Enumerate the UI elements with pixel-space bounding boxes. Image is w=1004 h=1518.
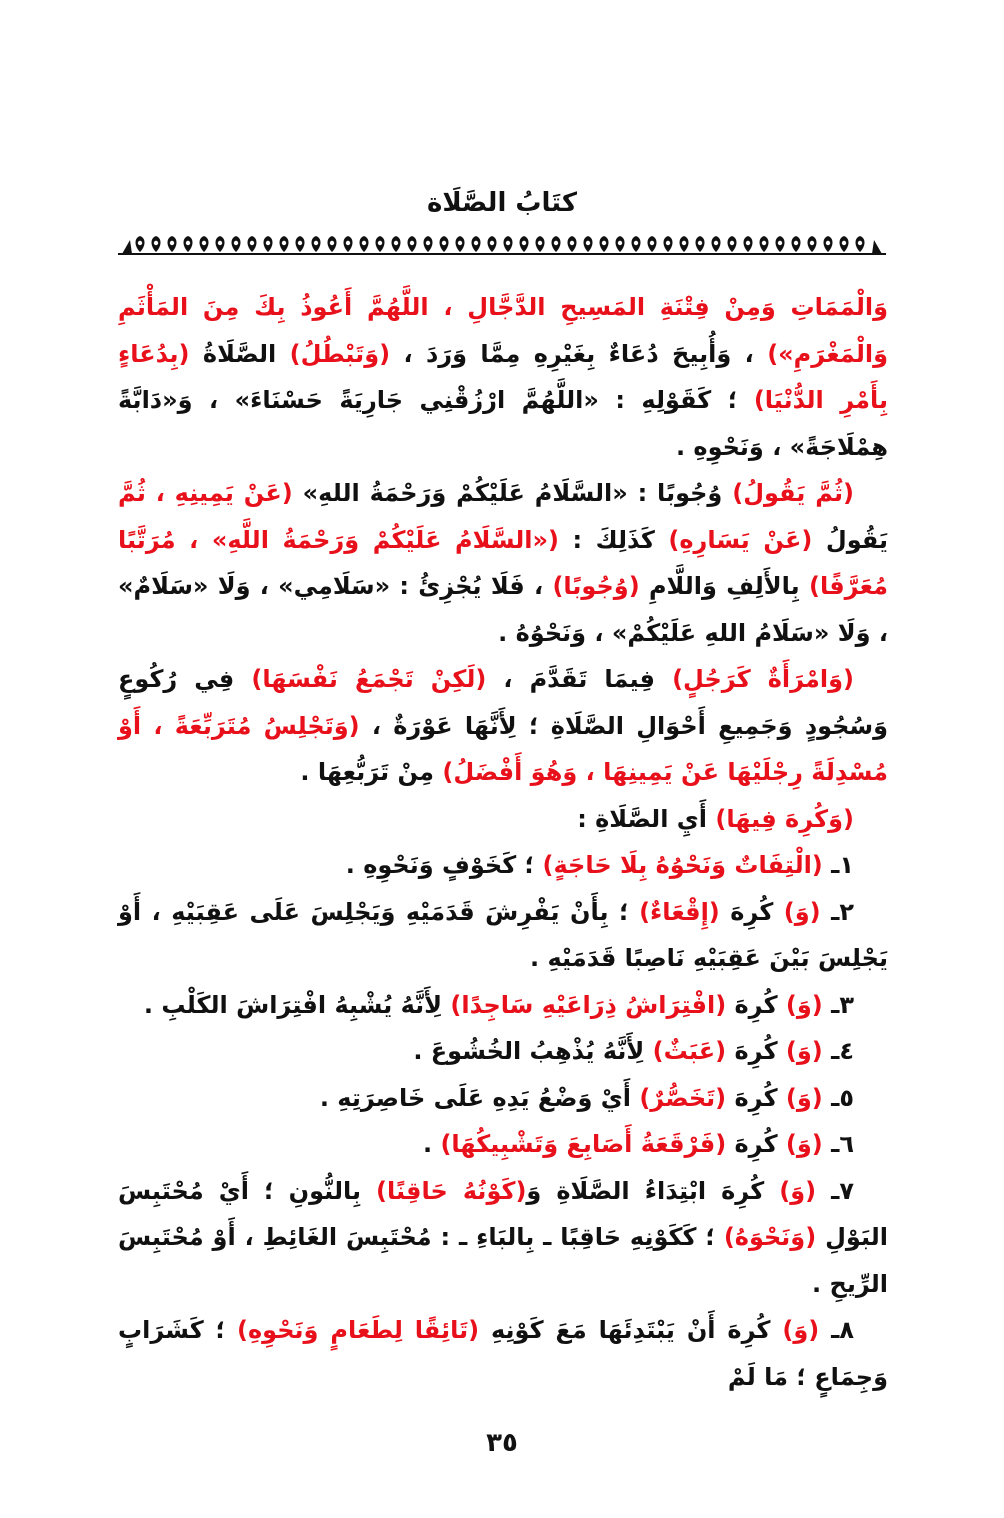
paragraph [118, 796, 888, 843]
sharh-text: ؛ كَقَوْلِهِ : «اللَّهُمَّ ارْزُقْنِي جَارِيَةً حَسْنَاءَ» ، وَ«دَابَّةً هِمْلَاجَةً» ، وَنَحْوِهِ . [118, 386, 888, 461]
paragraph [118, 470, 888, 656]
ornament-dot [538, 241, 542, 245]
sharh-text: لِأَنَّهُ يُشْبِهُ افْتِرَاشَ الكَلْبِ . [143, 990, 451, 1019]
paragraph [118, 1121, 888, 1168]
ornament-dot [634, 241, 638, 245]
matn-text: (فَرْقَعَةُ أَصَابِعَ وَتَشْبِيكُهَا) [440, 1130, 727, 1158]
paragraph [118, 1075, 888, 1122]
ornament-dot [730, 241, 734, 245]
sharh-text: كُرِهَ [726, 1037, 786, 1065]
ornament-dot [330, 241, 334, 245]
matn-text: (وَ) [783, 897, 821, 926]
sharh-text: لِأَنَّهُ يُذْهِبُ الخُشُوعَ . [413, 1037, 653, 1065]
matn-text: (ثُمَّ يَقُولُ) [732, 479, 855, 507]
sharh-text: مِنْ تَرَبُّعِهَا . [300, 758, 443, 786]
ornament-dot [458, 241, 462, 245]
paragraph [118, 982, 888, 1029]
sharh-text: ؛ بِأَنْ يَفْرِشَ قَدَمَيْهِ وَيَجْلِسَ عَلَى عَقِبَيْهِ ، أَوْ يَجْلِسَ بَيْنَ عَقِبَيْهِ نَاصِبًا قَدَمَيْهِ . [118, 897, 888, 972]
ornament-dot [202, 241, 206, 245]
sharh-text: ؛ كَكَوْنِهِ حَاقِبًا ـ بِالبَاءِ ـ : مُحْتَبِسَ الغَائِطِ ، أَوْ مُحْتَبِسَ الرِّيحِ . [118, 1223, 888, 1298]
ornament-dot [362, 241, 366, 245]
sharh-text: ، وَأُبِيحَ دُعَاءٌ بِغَيْرِهِ مِمَّا وَرَدَ ، [390, 339, 768, 368]
matn-text: (تَخَصُّرٌ) [639, 1083, 727, 1112]
matn-text: وَالْمَمَاتِ وَمِنْ فِتْنَةِ المَسِيحِ الدَّجَّالِ ، اللَّهُمَّ أَعُوذُ بِكَ مِنَ المَأْثَمِ وَالْمَغْرَمِ») [118, 293, 888, 368]
paragraph [118, 1028, 888, 1075]
ornament-divider [118, 232, 886, 258]
sharh-text: ؛ كَشَرَابٍ وَجِمَاعٍ ؛ مَا لَمْ [118, 1316, 888, 1391]
ornament-dot [714, 241, 718, 245]
matn-text: (وَتَجْلِسُ مُتَرَبِّعَةً ، أَوْ مُسْدِلَةً رِجْلَيْهَا عَنْ يَمِينِهَا ، وَهُوَ أَفْضَلُ) [118, 711, 888, 786]
sharh-text: بِالأَلِفِ وَاللَّامِ [639, 572, 809, 600]
sharh-text: أَيِ الصَّلَاةِ : [577, 804, 716, 833]
matn-text: (وَكُرِهَ فِيهَا) [715, 804, 854, 833]
matn-text: (وَ) [785, 1037, 823, 1065]
sharh-text: ٧ـ [816, 1176, 854, 1205]
ornament-dot [762, 241, 766, 245]
sharh-text: فِي رُكُوعٍ وَسُجُودٍ وَجَمِيعِ أَحْوَالِ الصَّلَاةِ ؛ لِأَنَّهَا عَوْرَةٌ ، [118, 665, 888, 740]
ornament-dot [650, 241, 654, 245]
ornament-dot [490, 241, 494, 245]
ornament-dot [602, 241, 606, 245]
ornament-dot [842, 241, 846, 245]
ornament-dot [394, 241, 398, 245]
ornament-dot [154, 241, 158, 245]
ornament-dot [474, 241, 478, 245]
ornament-dot [170, 241, 174, 245]
ornament-end-cap [122, 240, 132, 254]
sharh-text: كُرِهَ [726, 1130, 786, 1158]
sharh-text: ٦ـ [822, 1130, 854, 1158]
matn-text: (وَ) [782, 1316, 820, 1344]
matn-text: (وَ) [785, 990, 823, 1019]
sharh-text: ٨ـ [819, 1316, 855, 1344]
ornament-dot [506, 241, 510, 245]
ornament-dot [442, 241, 446, 245]
sharh-text: كُرِهَ [726, 1083, 786, 1112]
ornament-dot [794, 241, 798, 245]
ornament-dot [858, 241, 862, 245]
paragraph [118, 656, 888, 796]
sharh-text: أَيْ وَضْعُ يَدِهِ عَلَى خَاصِرَتِهِ . [319, 1083, 640, 1112]
sharh-text: كُرِهَ أَنْ يَبْتَدِئَهَا مَعَ كَوْنِهِ [479, 1316, 783, 1344]
ornament-dot [426, 241, 430, 245]
sharh-text: كَذَلِكَ : [558, 525, 669, 554]
sharh-text: كُرِهَ [726, 990, 786, 1019]
matn-text: (وَامْرَأَةٌ كَرَجُلٍ) [672, 665, 855, 693]
matn-text: («السَّلَامُ عَلَيْكُمْ وَرَحْمَةُ اللَّهِ» ، مُرَتَّبًا مُعَرَّفًا) [118, 525, 889, 600]
ornament-dot [378, 241, 382, 245]
paragraph [118, 284, 888, 470]
sharh-text: ٣ـ [822, 990, 854, 1019]
ornament-dot [522, 241, 526, 245]
ornament-dot [698, 241, 702, 245]
ornament-dot [666, 241, 670, 245]
matn-text: (تَائِقًا لِطَعَامٍ وَنَحْوِهِ) [237, 1316, 480, 1344]
page-number: ٣٥ [486, 1428, 518, 1458]
paragraph [118, 1307, 888, 1400]
matn-text: (عَنْ يَسَارِهِ) [668, 525, 813, 554]
matn-text: (الْتِفَاتٌ وَنَحْوُهُ بِلَا حَاجَةٍ) [542, 851, 823, 879]
matn-text: (وُجُوبًا) [552, 572, 640, 600]
ornament-dot [218, 241, 222, 245]
page-header-title: كتَابُ الصَّلَاة [426, 188, 578, 218]
ornament-dot [682, 241, 686, 245]
matn-text: (وَ) [779, 1176, 817, 1205]
ornament-dot [410, 241, 414, 245]
matn-text: (عَنْ يَمِينِهِ ، ثُمَّ [118, 479, 293, 507]
ornament-dot [586, 241, 590, 245]
sharh-text: ٢ـ [820, 897, 854, 926]
sharh-text: فِيمَا تَقَدَّمَ ، [486, 665, 673, 693]
paragraph [118, 1168, 888, 1308]
matn-text: (بِدُعَاءٍ بِأَمْرِ الدُّنْيَا) [118, 339, 889, 414]
ornament-end-cap [872, 240, 882, 254]
sharh-text: الصَّلَاةُ [189, 339, 290, 368]
matn-text: (افْتِرَاشُ ذِرَاعَيْهِ سَاجِدًا) [450, 990, 727, 1019]
page-body-text [118, 284, 888, 1400]
sharh-text: ، فَلَا يُجْزِئُ : «سَلَامِي» ، وَلَا «سَلَامٌ» ، وَلَا «سَلَامُ اللهِ عَلَيْكُمْ» ، وَنَحْوُهُ . [118, 572, 888, 647]
ornament-dot [266, 241, 270, 245]
sharh-text: ٥ـ [822, 1083, 854, 1112]
ornament-dot [778, 241, 782, 245]
matn-text: (وَنَحْوَهُ) [723, 1223, 817, 1251]
ornament-dot [234, 241, 238, 245]
ornament-dot [618, 241, 622, 245]
sharh-text: ؛ كَخَوْفٍ وَنَحْوِهِ . [345, 851, 543, 879]
ornament-dot [298, 241, 302, 245]
matn-text: (كَوْنُهُ حَاقِنًا) [376, 1176, 527, 1205]
matn-text: (عَبَثٌ) [652, 1037, 727, 1065]
ornament-dot [314, 241, 318, 245]
sharh-text: كُرِهَ [719, 897, 784, 926]
ornament-dot [554, 241, 558, 245]
matn-text: (وَ) [785, 1083, 823, 1112]
sharh-text: كُرِهَ ابْتِدَاءُ الصَّلَاةِ وَ [526, 1176, 780, 1205]
ornament-dot [282, 241, 286, 245]
paragraph [118, 889, 888, 982]
ornament-dot [186, 241, 190, 245]
sharh-text: ٤ـ [822, 1037, 854, 1065]
ornament-dot [346, 241, 350, 245]
matn-text: (إِقْعَاءٌ) [639, 897, 720, 926]
ornament-dot [746, 241, 750, 245]
ornament-dot [810, 241, 814, 245]
matn-text: (لَكِنْ تَجْمَعُ نَفْسَهَا) [251, 665, 487, 693]
sharh-text: بِالنُّونِ ؛ أَيْ مُحْتَبِسَ البَوْلِ [118, 1176, 888, 1251]
ornament-dot [250, 241, 254, 245]
ornament-dot [826, 241, 830, 245]
matn-text: (وَتَبْطُلُ) [289, 339, 391, 368]
sharh-text: ١ـ [822, 851, 854, 879]
ornament-dot [138, 241, 142, 245]
sharh-text: يَقُولُ [812, 525, 889, 554]
ornament-dot [570, 241, 574, 245]
sharh-text: . [422, 1130, 441, 1158]
matn-text: (وَ) [785, 1130, 823, 1158]
paragraph [118, 842, 888, 889]
sharh-text: وُجُوبًا : «السَّلَامُ عَلَيْكُمْ وَرَحْمَةُ اللهِ» [292, 479, 733, 507]
